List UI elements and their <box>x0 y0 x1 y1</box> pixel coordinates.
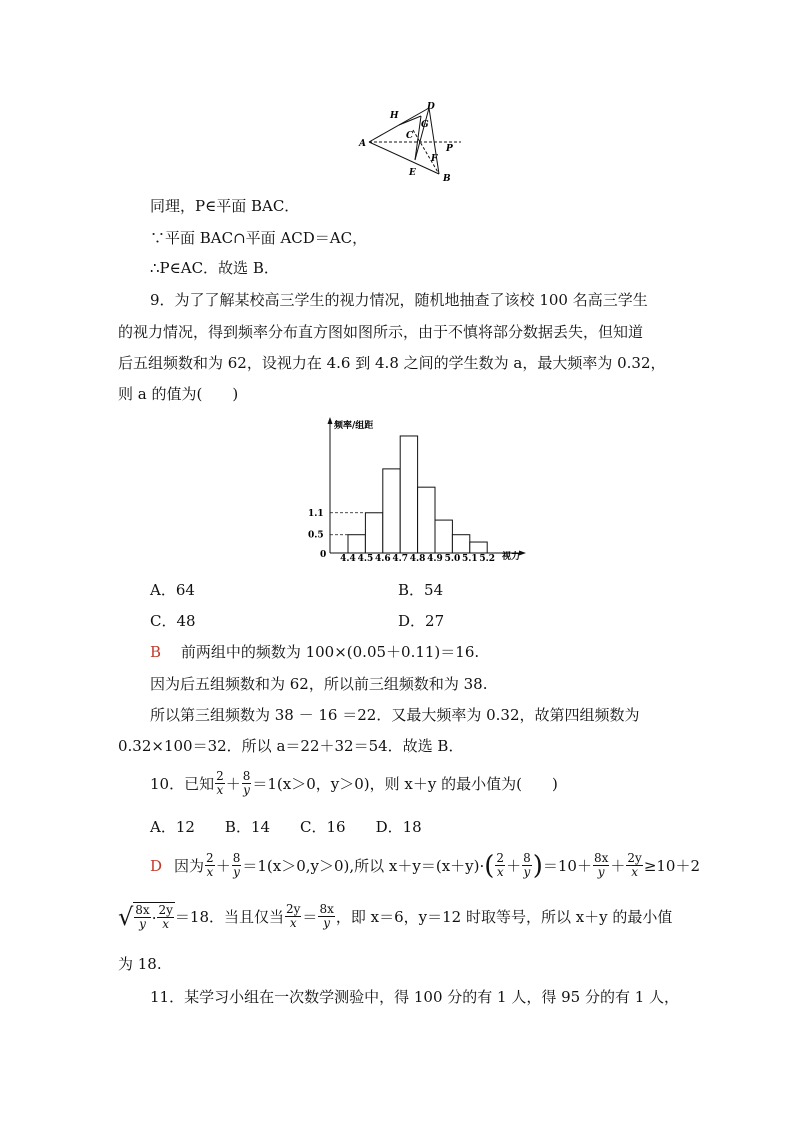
question-9-line: 则 a 的值为( ) <box>118 385 239 403</box>
x-axis-label: 视力 <box>502 552 521 562</box>
text-line: ∴P∈AC．故选 B． <box>150 259 279 277</box>
histogram-bar <box>418 487 435 553</box>
q10-condition: ＝1(x＞0，y＞0)，则 x＋y 的最小值为( ) <box>252 774 558 793</box>
geometry-figure <box>355 100 475 185</box>
fraction: $\frac{2}{x}$ <box>216 769 224 797</box>
question-9-line: 的视力情况，得到频率分布直方图如图所示，由于不慎将部分数据丢失，但知道 <box>118 323 644 341</box>
fraction: $\frac{2y}{x}$ <box>627 851 642 879</box>
option-C: C．48 <box>150 612 196 630</box>
question-9-line: 后五组频数和为 62，设视力在 4.6 到 4.8 之间的学生数为 a，最大频率为 0.32， <box>118 354 666 372</box>
label-F: F <box>431 154 438 164</box>
fraction: $\frac{8x}{y}$ <box>135 903 150 931</box>
histogram-bar <box>435 520 452 553</box>
x-tick-label: 4.4 <box>340 554 356 564</box>
histogram-chart <box>308 415 533 565</box>
fraction: $\frac{2y}{x}$ <box>286 902 301 930</box>
answer-10-line: √ $\frac{8x}{y}$ · $\frac{2y}{x}$ ＝18．当且仅当 $\frac{2y}{x}$ ＝ $\frac{8x}{y}$ ，即 x＝6，y＝12 时取等号，所以 x＋y 的最小值 <box>118 902 673 931</box>
x-tick-label: 4.8 <box>409 554 426 564</box>
fraction: $\frac{8}{y}$ <box>523 851 531 879</box>
answer-9-line: 因为后五组频数和为 62，所以前三组频数和为 38. <box>150 675 488 693</box>
question-11-line: 11．某学习小组在一次数学测验中，得 100 分的有 1 人，得 95 分的有 1 人， <box>150 988 680 1006</box>
label-P: P <box>446 144 453 154</box>
fraction: $\frac{8x}{y}$ <box>593 851 609 879</box>
label-E: E <box>409 168 416 178</box>
label-D: D <box>427 102 435 112</box>
question-10: 10．已知 $\frac{2}{x}$ ＋ $\frac{8}{y}$ ＝1(x＞0，y＞0)，则 x＋y 的最小值为( ) <box>150 769 558 797</box>
histogram-bar <box>452 535 469 553</box>
y-tick-label: 1.1 <box>308 508 324 519</box>
histogram-bar <box>365 513 382 553</box>
histogram-bar <box>470 542 487 553</box>
x-tick-label: 4.5 <box>357 554 374 564</box>
question-10-options: A．12 B．14 C．16 D．18 <box>150 818 422 836</box>
option-A: A．64 <box>150 581 195 599</box>
text-line: ∵平面 BAC∩平面 ACD＝AC， <box>150 229 368 247</box>
label-A: A <box>359 139 366 149</box>
answer-9-line: 所以第三组频数为 38 － 16 ＝22．又最大频率为 0.32，故第四组频数为 <box>150 706 640 724</box>
question-9-line: 9．为了了解某校高三学生的视力情况，随机地抽查了该校 100 名高三学生 <box>150 291 648 309</box>
origin-label: 0 <box>320 550 327 560</box>
x-tick-label: 5.2 <box>479 554 496 564</box>
answer-9-line <box>150 642 479 662</box>
fraction: $\frac{8}{y}$ <box>242 769 251 797</box>
x-tick-label: 4.6 <box>374 554 391 564</box>
x-tick-label: 4.9 <box>427 554 443 564</box>
histogram-bar <box>383 469 400 553</box>
x-tick-label: 4.7 <box>392 554 409 564</box>
option-D: D．27 <box>398 612 445 630</box>
option-B: B．54 <box>398 581 444 599</box>
label-C: C <box>406 131 414 141</box>
x-tick-label: 5.0 <box>444 554 461 564</box>
answer-10-line: D 因为 $\frac{2}{x}$ ＋ $\frac{8}{y}$ ＝1(x＞0,y＞0),所以 x＋y＝(x＋y)· ( $\frac{2}{x}$ ＋ $\frac{8}{y}$ ) ＝10＋ $\frac{8x}{y}$ ＋ $\frac{2y}{x}$ ≥10＋2 <box>150 850 701 881</box>
answer-letter: D <box>150 856 163 875</box>
label-B: B <box>443 174 451 184</box>
y-axis-label: 频率/组距 <box>334 421 374 431</box>
fraction: $\frac{8x}{y}$ <box>319 902 334 930</box>
answer-10-line: 为 18. <box>118 955 162 973</box>
sqrt-sign: √ <box>118 902 134 931</box>
x-tick-label: 5.1 <box>461 554 478 564</box>
histogram-bar <box>400 436 417 553</box>
fraction: $\frac{2}{x}$ <box>496 851 505 879</box>
q10-prefix: 10．已知 <box>150 774 215 793</box>
text-line: 同理，P∈平面 BAC． <box>150 197 300 215</box>
answer-9-line: 0.32×100＝32．所以 a＝22＋32＝54．故选 B． <box>118 737 464 755</box>
label-H: H <box>390 111 399 121</box>
fraction: $\frac{2}{x}$ <box>206 851 214 879</box>
histogram-bar <box>348 535 365 553</box>
fraction: $\frac{2y}{x}$ <box>158 903 173 931</box>
y-tick-label: 0.5 <box>308 530 324 541</box>
answer-text: 前两组中的频数为 100×(0.05＋0.11)＝16. <box>180 643 480 661</box>
label-G: G <box>421 120 429 130</box>
answer-letter: B <box>150 643 162 661</box>
fraction: $\frac{8}{y}$ <box>232 851 241 879</box>
